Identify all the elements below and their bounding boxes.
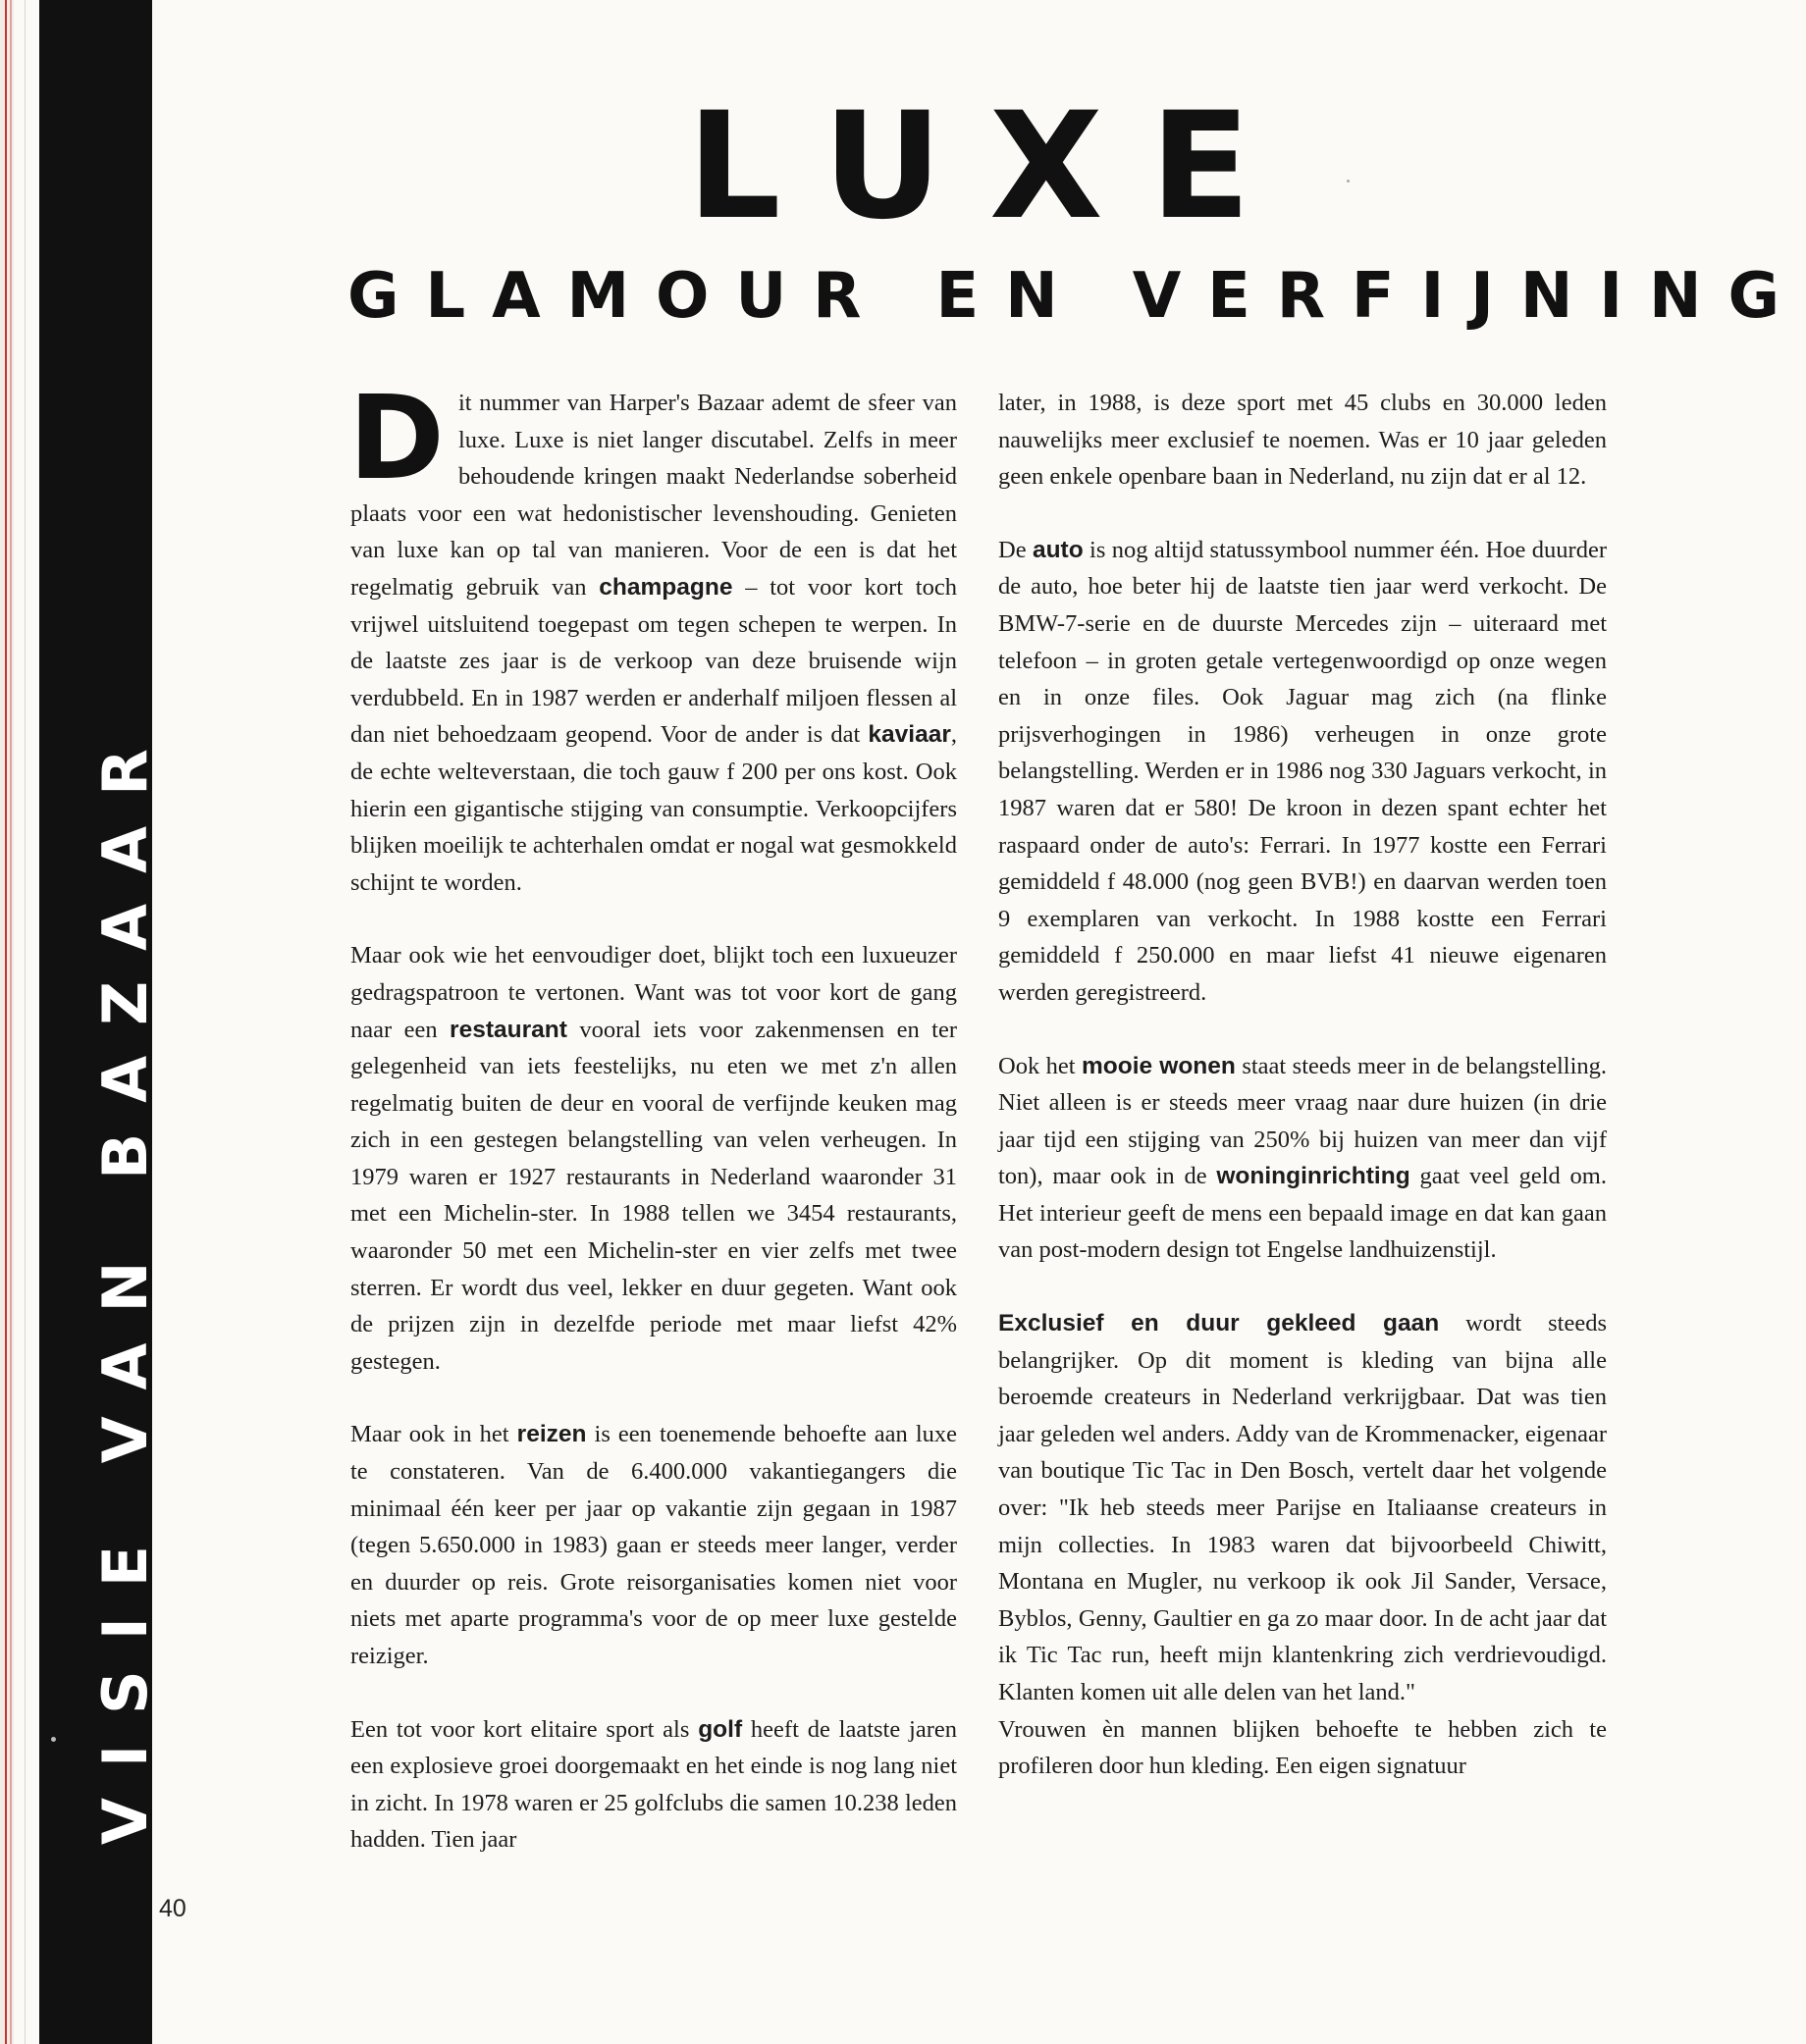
- edge-stripe-gray: [25, 0, 26, 2044]
- paragraph: Maar ook wie het eenvoudiger doet, blijkt toch een luxueuzer gedragspatroon te vertonen. Want was tot voor kort de gang naar een restaurant vooral iets voor zakenmensen en ter gelegenheid van iets feestelijks, nu eten we met z'n allen regelmatig buiten de deur en vooral de verfijnde keuken mag zich in een gestegen belangstelling van velen verheugen. In 1979 waren er 1927 restaurants in Nederland waaronder 31 met een Michelin-ster. In 1988 tellen we 3454 restaurants, waaronder 50 met een Michelin-ster en vier zelfs met twee sterren. Er wordt dus veel, lekker en duur gegeten. Want ook de prijzen zijn in dezelfde periode met maar liefst 42% gestegen.: [350, 942, 957, 1375]
- keyword: kaviaar: [868, 721, 951, 749]
- paragraph: Een tot voor kort elitaire sport als golf heeft de laatste jaren een explosieve groei doorgemaakt en het einde is nog lang niet in zicht. In 1978 waren er 25 golfclubs die samen 10.238 leden hadden. Tien jaar: [350, 1715, 957, 1854]
- keyword: auto: [1032, 536, 1084, 563]
- paragraph: Ook het mooie wonen staat steeds meer in de belangstelling. Niet alleen is er steeds meer vraag naar dure huizen (in drie jaar tijd een stijging van 250% bij huizen van meer dan vijf ton), maar ook in de woninginrichting gaat veel geld om. Het interieur geeft de mens een bepaald image en dat kan gaan van post-modern design tot Engelse landhuizenstijl.: [998, 1052, 1608, 1264]
- keyword: restaurant: [450, 1016, 567, 1043]
- edge-stripe-red: [5, 0, 7, 2044]
- speck: [1347, 180, 1350, 183]
- keyword: woninginrichting: [1216, 1163, 1410, 1190]
- paragraph: later, in 1988, is deze sport met 45 clubs en 30.000 leden nauwelijks meer exclusief te noemen. Was er 10 jaar geleden geen enkele openbare baan in Nederland, nu zijn dat er al 12.: [998, 390, 1607, 491]
- keyword: Exclusief en duur gekleed gaan: [998, 1310, 1440, 1337]
- page-number: 40: [159, 1895, 186, 1922]
- paragraph: Dit nummer van Harper's Bazaar ademt de sfeer van luxe. Luxe is niet langer discutabel. Zelfs in meer behoudende kringen maakt Nederlandse soberheid plaats voor een wat hedonistischer levenshouding. Genieten van luxe kan op tal van manieren. Voor de een is dat het regelmatig gebruik van champagne – tot voor kort toch vrijwel uitsluitend toegepast om tegen schepen te werpen. In de laatste zes jaar is de verkoop van deze bruisende wijn verdubbeld. En in 1987 werden er anderhalf miljoen flessen al dan niet behoedzaam geopend. Voor de ander is dat kaviaar, de echte welteverstaan, die toch gauw f 200 per ons kost. Ook hierin een gigantische stijging van consumptie. Verkoopcijfers blijken moeilijk te achterhalen omdat er nogal wat gesmokkeld schijnt te worden.: [348, 370, 957, 896]
- section-label: VISIE VAN BAZAAR: [89, 718, 161, 1845]
- keyword: champagne: [599, 573, 733, 601]
- speck: [51, 1737, 56, 1742]
- paragraph: Maar ook in het reizen is een toenemende behoefte aan luxe te constateren. Van de 6.400.000 vakantiegangers die minimaal één keer per jaar op vakantie zijn gegaan in 1987 (tegen 5.650.000 in 1983) gaan er steeds meer langer, verder en duurder op reis. Grote reisorganisaties komen niet voor niets met aparte programma's voor de op meer luxe gestelde reiziger.: [350, 1421, 958, 1669]
- article-column-left: [348, 370, 958, 1895]
- keyword: mooie wonen: [1082, 1052, 1236, 1079]
- paragraph: De auto is nog altijd statussymbool nummer één. Hoe duurder de auto, hoe beter hij de laatste tien jaar werd verkocht. De BMW-7-serie en de duurste Mercedes zijn – uiteraard met telefoon – in groten getale vertegenwoordigd op onze wegen en in onze files. Ook Jaguar mag zich (na flinke prijsverhogingen in 1986) verheugen in onze grote belangstelling. Werden er in 1986 nog 330 Jaguars verkocht, in 1987 waren dat er 580! De kroon in dezen spant echter het raspaard onder de auto's: Ferrari. In 1977 kostte een Ferrari gemiddeld f 48.000 (nog geen BVB!) en daarvan werden toen 9 exemplaren van verkocht. In 1988 kostte een Ferrari gemiddeld f 250.000 en maar liefst 41 nieuwe eigenaren werden geregistreerd.: [998, 536, 1607, 1006]
- keyword: golf: [698, 1715, 743, 1743]
- paragraph: Vrouwen èn mannen blijken behoefte te hebben zich te profileren door hun kleding. Een eigen signatuur: [998, 1715, 1607, 1780]
- drop-cap: D: [348, 370, 445, 505]
- edge-stripe-pink: [10, 0, 12, 2044]
- article-column-right: [998, 385, 1607, 1821]
- keyword: reizen: [516, 1421, 587, 1448]
- paragraph: Exclusief en duur gekleed gaan wordt steeds belangrijker. Op dit moment is kleding van bijna alle beroemde createurs in Nederland verkrijgbaar. Dat was tien jaar geleden wel anders. Addy van de Krommenacker, eigenaar van boutique Tic Tac in Den Bosch, vertelt daar het volgende over: "Ik heb steeds meer Parijse en Italiaanse createurs in mijn collecties. In 1983 waren dat bijvoorbeeld Chiwitt, Montana en Mugler, nu verkoop ik ook Jil Sander, Versace, Byblos, Genny, Gaultier en ga zo maar door. In de acht jaar dat ik Tic Tac run, heeft mijn klantenkring zich verdrievoudigd. Klanten komen uit alle delen van het land.": [998, 1310, 1607, 1705]
- page-subtitle: GLAMOUR EN VERFIJNING: [347, 260, 1806, 333]
- page-title: LUXE: [687, 81, 1299, 252]
